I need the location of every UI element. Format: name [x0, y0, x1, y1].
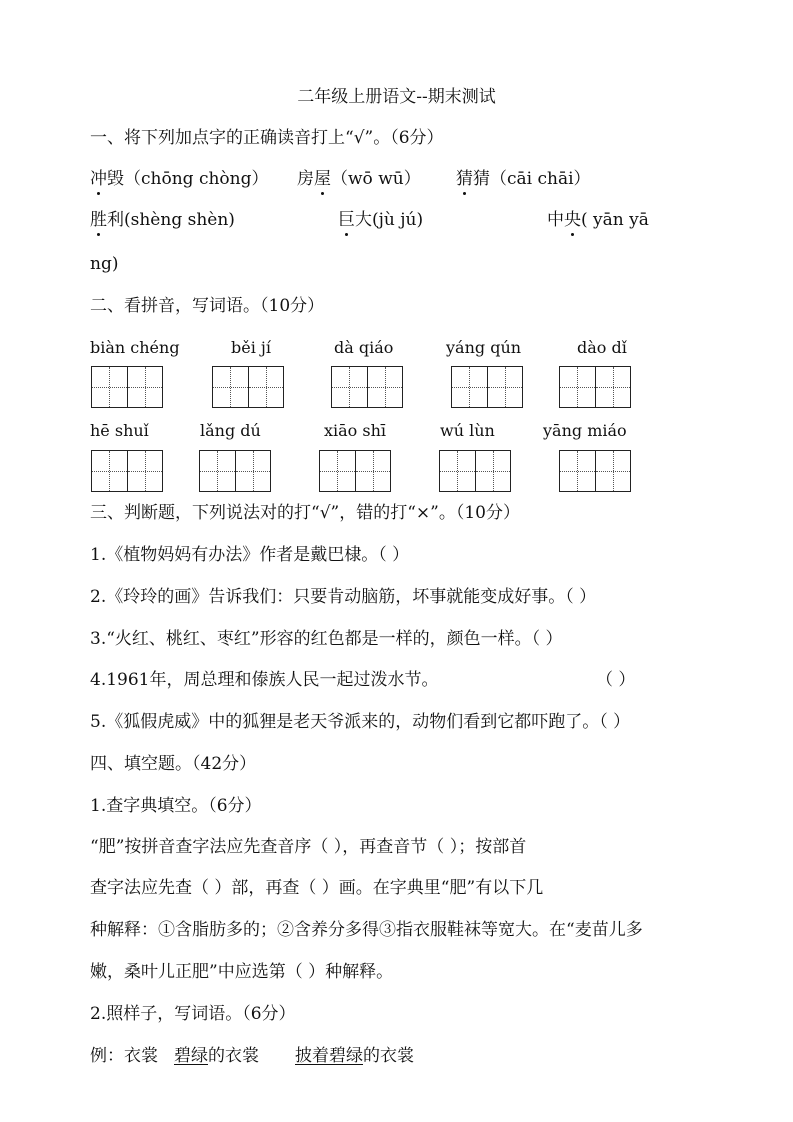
writing-grid[interactable]: [559, 450, 631, 492]
writing-grid[interactable]: [559, 366, 631, 408]
example-underlined: 披着碧绿: [295, 1046, 363, 1066]
dotted-char: 胜: [90, 210, 107, 230]
pinyin-label: dào dǐ: [577, 338, 627, 357]
answer-paren[interactable]: （ ）: [596, 670, 636, 690]
judgment-item: 4.1961年，周总理和傣族人民一起过泼水节。: [90, 670, 439, 690]
fill-blank-line: “肥”按拼音查字法应先查音序（ ），再查音节（ ）；按部首: [90, 837, 527, 857]
fill-blank-line: 种解释：①含脂肪多的；②含养分多得③指衣服鞋袜等宽大。在“麦苗儿多: [90, 920, 643, 940]
page-title: 二年级上册语文--期末测试: [297, 87, 496, 107]
section4-heading: 四、填空题。（42分）: [90, 754, 257, 774]
fill-blank-line: 查字法应先查（ ）部，再查（ ）画。在字典里“肥”有以下几: [90, 878, 544, 898]
section1-item: 猜猜（cāi chāi）: [456, 169, 591, 189]
example-line: 例：衣裳 碧绿的衣裳 披着碧绿的衣裳: [90, 1046, 414, 1066]
pinyin-label: wú lùn: [440, 421, 495, 440]
section1-item: 冲毁（chōng chòng）: [90, 169, 269, 189]
writing-grid[interactable]: [199, 450, 271, 492]
writing-grid[interactable]: [451, 366, 523, 408]
section1-item: 房屋（wō wū）: [297, 169, 421, 189]
example-underlined: 碧绿: [174, 1046, 208, 1066]
judgment-item: 1.《植物妈妈有办法》作者是戴巴棣。（ ）: [90, 545, 410, 565]
writing-grid[interactable]: [331, 366, 403, 408]
section3-heading: 三、判断题，下列说法对的打“√”，错的打“×”。（10分）: [90, 503, 520, 523]
judgment-item: 5.《狐假虎威》中的狐狸是老天爷派来的，动物们看到它都吓跑了。（ ）: [90, 712, 631, 732]
section1-item: 中央( yān yā: [547, 210, 649, 230]
pinyin-label: běi jí: [231, 338, 271, 357]
pinyin-label: xiāo shī: [324, 421, 387, 440]
question-heading: 2.照样子，写词语。（6分）: [90, 1004, 296, 1024]
section2-heading: 二、看拼音，写词语。（10分）: [90, 296, 325, 316]
question-heading: 1.查字典填空。（6分）: [90, 796, 262, 816]
writing-grid[interactable]: [319, 450, 391, 492]
pinyin-label: hē shuǐ: [90, 421, 149, 440]
pinyin-label: yāng miáo: [543, 421, 627, 440]
dotted-char: 屋: [314, 169, 331, 189]
dotted-char: 央: [564, 210, 581, 230]
dotted-char: 猜: [456, 169, 473, 189]
pinyin-label: yáng qún: [446, 338, 522, 357]
section1-wrap-text: ng): [90, 254, 119, 274]
fill-blank-line: 嫩，桑叶儿正肥”中应选第（ ）种解释。: [90, 962, 394, 982]
example-label: 例：衣裳: [90, 1046, 158, 1066]
writing-grid[interactable]: [91, 366, 163, 408]
dotted-char: 巨: [338, 210, 355, 230]
pinyin-label: lǎng dú: [200, 421, 261, 440]
pinyin-label: biàn chéng: [90, 338, 180, 357]
writing-grid[interactable]: [439, 450, 511, 492]
section1-item: 巨大(jù jú): [338, 210, 424, 230]
judgment-item: 3.“火红、桃红、枣红”形容的红色都是一样的，颜色一样。（ ）: [90, 629, 563, 649]
writing-grid[interactable]: [212, 366, 284, 408]
pinyin-label: dà qiáo: [334, 338, 394, 357]
section1-item: 胜利(shèng shèn): [90, 210, 235, 230]
writing-grid[interactable]: [91, 450, 163, 492]
section1-heading: 一、将下列加点字的正确读音打上“√”。（6分）: [90, 128, 444, 148]
judgment-item: 2.《玲玲的画》告诉我们：只要肯动脑筋，坏事就能变成好事。（ ）: [90, 587, 597, 607]
dotted-char: 冲: [90, 169, 107, 189]
